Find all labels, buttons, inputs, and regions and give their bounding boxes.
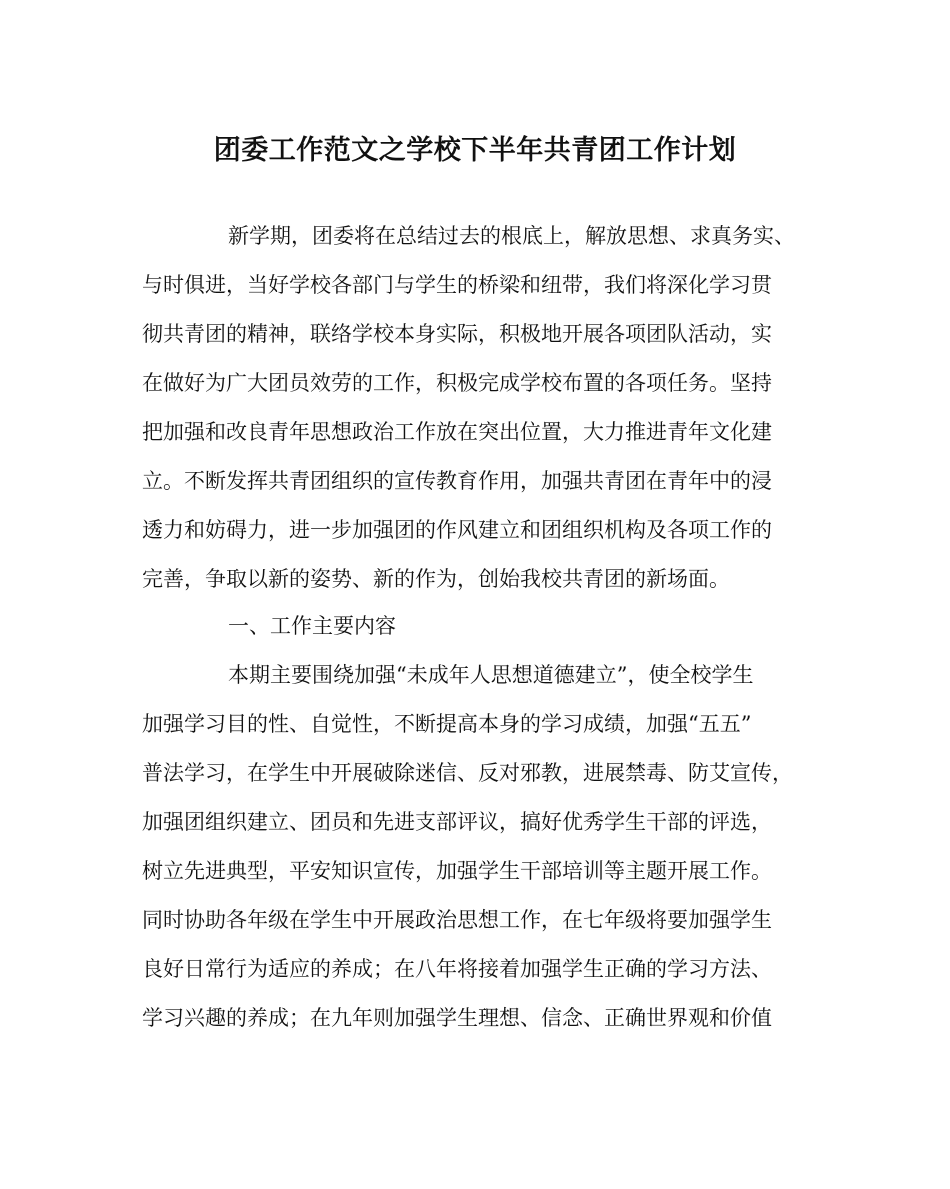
paragraph-line: 加强学习目的性、自觉性，不断提高本身的学习成绩，加强“五五”: [142, 712, 752, 736]
paragraph-line: 本期主要围绕加强“未成年人思想道德建立”，使全校学生: [228, 663, 754, 687]
section-heading: 一、工作主要内容: [228, 614, 396, 638]
paragraph-line: 同时协助各年级在学生中开展政治思想工作，在七年级将要加强学生: [142, 908, 772, 932]
paragraph-line: 树立先进典型，平安知识宣传，加强学生干部培训等主题开展工作。: [142, 859, 772, 883]
paragraph-line: 学习兴趣的养成；在九年则加强学生理想、信念、正确世界观和价值: [142, 1006, 772, 1030]
paragraph-line: 与时俱进，当好学校各部门与学生的桥梁和纽带，我们将深化学习贯: [142, 273, 772, 297]
paragraph-line: 加强团组织建立、团员和先进支部评议，搞好优秀学生干部的评选，: [142, 810, 772, 834]
paragraph-line: 良好日常行为适应的养成；在八年将接着加强学生正确的学习方法、: [142, 957, 772, 981]
paragraph-line: 透力和妨碍力，进一步加强团的作风建立和团组织机构及各项工作的: [142, 518, 772, 542]
paragraph-line: 立。不断发挥共青团组织的宣传教育作用，加强共青团在青年中的浸: [142, 469, 772, 493]
paragraph-line: 在做好为广大团员效劳的工作，积极完成学校布置的各项任务。坚持: [142, 371, 772, 395]
paragraph-line: 新学期，团委将在总结过去的根底上，解放思想、求真务实、: [228, 224, 795, 248]
paragraph-line: 普法学习，在学生中开展破除迷信、反对邪教，进展禁毒、防艾宣传，: [142, 761, 793, 785]
paragraph-line: 彻共青团的精神，联络学校本身实际，积极地开展各项团队活动，实: [142, 322, 772, 346]
paragraph-line: 完善，争取以新的姿势、新的作为，创始我校共青团的新场面。: [142, 567, 730, 591]
document-title: 团委工作范文之学校下半年共青团工作计划: [213, 135, 737, 166]
paragraph-line: 把加强和改良青年思想政治工作放在突出位置，大力推进青年文化建: [142, 420, 772, 444]
